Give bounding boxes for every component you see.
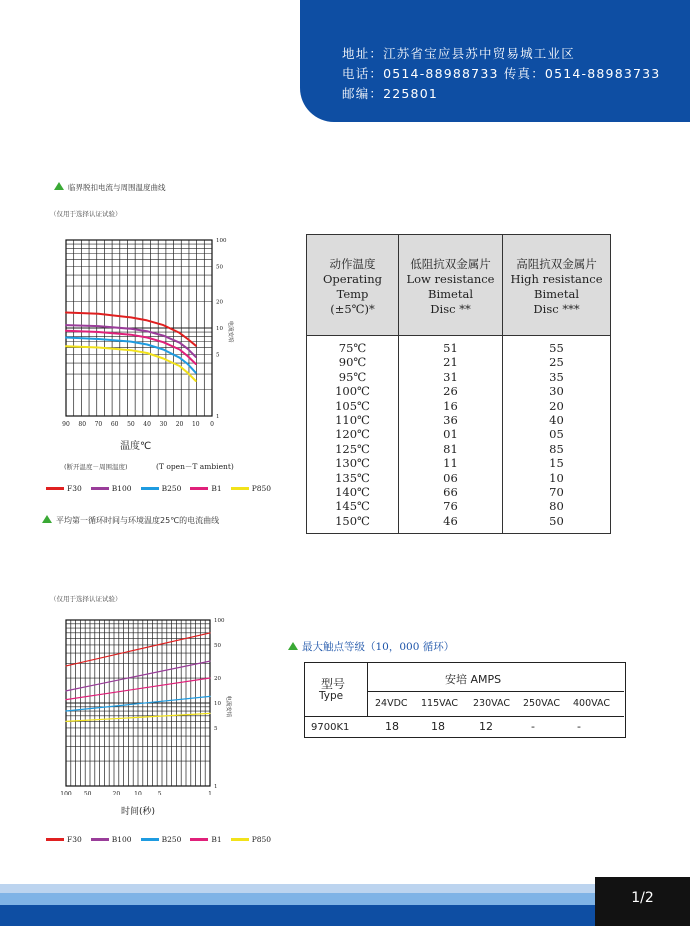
temp-cell: 120℃ bbox=[335, 427, 370, 442]
temp-cell: 135℃ bbox=[335, 470, 370, 485]
x-tick-label: 1 bbox=[208, 791, 212, 795]
legend-swatch bbox=[190, 487, 208, 490]
high-resistance-cell: 50 bbox=[549, 513, 564, 528]
rating-value: 18 bbox=[431, 720, 445, 733]
footer-band bbox=[0, 905, 690, 926]
x-tick-label: 10 bbox=[134, 791, 142, 795]
legend-label: P850 bbox=[251, 484, 272, 493]
y-tick-label: 1 bbox=[216, 414, 220, 420]
x-tick-label: 0 bbox=[210, 421, 214, 428]
temp-cell: 100℃ bbox=[335, 384, 370, 399]
low-resistance-cell: 06 bbox=[443, 470, 458, 485]
high-resistance-cell: 70 bbox=[549, 484, 564, 499]
temp-values bbox=[307, 341, 398, 528]
amps-label: 安培 AMPS bbox=[445, 673, 502, 686]
right-axis-label: 电流安培 bbox=[225, 695, 231, 718]
temperature-table bbox=[306, 234, 611, 534]
postcode-text: 邮编：225801 bbox=[342, 86, 439, 101]
legend-item bbox=[141, 835, 182, 844]
high-resistance-cell: 35 bbox=[549, 369, 564, 384]
legend-swatch bbox=[141, 487, 159, 490]
y-tick-label: 1 bbox=[214, 784, 218, 790]
y-tick-label: 50 bbox=[216, 264, 223, 271]
contact-table-title: 最大触点等级（10，000 循环） bbox=[288, 639, 454, 654]
legend-swatch bbox=[46, 838, 64, 841]
legend-label: B100 bbox=[111, 835, 132, 844]
legend-item bbox=[231, 484, 271, 493]
x-tick-label: 100 bbox=[60, 791, 72, 795]
temp-cell: 150℃ bbox=[335, 513, 370, 528]
footer-band bbox=[0, 893, 690, 905]
voltage-header: 400VAC bbox=[573, 698, 610, 709]
temp-column bbox=[307, 235, 398, 533]
low-resistance-cell: 26 bbox=[443, 384, 458, 399]
y-tick-label: 50 bbox=[214, 642, 221, 649]
column-divider bbox=[367, 663, 368, 716]
chart2-note: （仅用于选择认证试验） bbox=[50, 595, 122, 603]
chart1-heading bbox=[54, 182, 166, 193]
legend-swatch bbox=[231, 487, 249, 490]
triangle-icon bbox=[288, 642, 298, 650]
low-resistance-cell: 76 bbox=[443, 499, 458, 514]
low-resistance-header: 低阻抗双金属片 Low resistance Bimetal Disc ** bbox=[406, 257, 495, 316]
low-resistance-cell: 31 bbox=[443, 369, 458, 384]
high-resistance-cell: 05 bbox=[549, 427, 564, 442]
rating-value: - bbox=[577, 720, 581, 733]
legend-label: B250 bbox=[161, 835, 182, 844]
y-tick-label: 5 bbox=[214, 725, 218, 732]
right-axis-label: 电流安培 bbox=[227, 320, 233, 343]
chart1-sublabel-en: (T open－T ambient) bbox=[156, 462, 234, 471]
x-tick-label: 90 bbox=[62, 421, 70, 428]
chart2-legend bbox=[46, 835, 280, 844]
y-tick-label: 10 bbox=[214, 701, 221, 707]
legend-label: F30 bbox=[67, 484, 82, 493]
low-resistance-cell: 11 bbox=[443, 456, 458, 471]
low-resistance-cell: 01 bbox=[443, 427, 458, 442]
voltage-header: 250VAC bbox=[523, 698, 560, 709]
x-tick-label: 50 bbox=[127, 421, 135, 428]
high-resistance-cell: 10 bbox=[549, 470, 564, 485]
high-resistance-cell: 85 bbox=[549, 441, 564, 456]
header-banner bbox=[300, 0, 690, 122]
high-resistance-cell: 40 bbox=[549, 412, 564, 427]
x-tick-label: 5 bbox=[157, 791, 162, 795]
legend-swatch bbox=[91, 487, 109, 490]
high-resistance-column bbox=[503, 235, 610, 533]
low-resistance-cell: 66 bbox=[443, 484, 458, 499]
y-tick-label: 100 bbox=[214, 618, 225, 624]
rating-value: 18 bbox=[385, 720, 399, 733]
chart2-title: 平均第一循环时间与环境温度25℃的电流曲线 bbox=[56, 516, 220, 525]
legend-item bbox=[91, 835, 132, 844]
contact-rating-table bbox=[304, 662, 626, 738]
x-tick-label: 70 bbox=[94, 421, 103, 428]
model-cell: 9700K1 bbox=[311, 722, 350, 733]
voltage-header: 24VDC bbox=[375, 698, 408, 709]
high-resistance-cell: 30 bbox=[549, 384, 564, 399]
legend-label: F30 bbox=[67, 835, 82, 844]
legend-label: B100 bbox=[111, 484, 132, 493]
low-resistance-cell: 16 bbox=[443, 398, 458, 413]
x-tick-label: 50 bbox=[83, 791, 92, 795]
x-tick-label: 20 bbox=[175, 421, 184, 428]
high-resistance-cell: 55 bbox=[549, 341, 564, 355]
legend-swatch bbox=[46, 487, 64, 490]
legend-item bbox=[46, 484, 82, 493]
chart1-xlabel: 温度℃ bbox=[120, 441, 152, 452]
legend-label: B1 bbox=[211, 484, 222, 493]
legend-swatch bbox=[190, 838, 208, 841]
temp-cell: 140℃ bbox=[335, 484, 370, 499]
x-tick-label: 20 bbox=[112, 791, 121, 795]
voltage-header: 115VAC bbox=[421, 698, 458, 709]
y-tick-label: 10 bbox=[216, 326, 223, 332]
chart2-xlabel: 时间(秒) bbox=[121, 807, 156, 817]
legend-label: P850 bbox=[251, 835, 272, 844]
low-resistance-cell: 46 bbox=[443, 513, 458, 528]
high-resistance-cell: 15 bbox=[549, 456, 564, 471]
low-resistance-cell: 21 bbox=[443, 355, 458, 370]
legend-label: B1 bbox=[211, 835, 222, 844]
y-tick-label: 5 bbox=[216, 352, 220, 359]
temp-cell: 130℃ bbox=[335, 456, 370, 471]
legend-item bbox=[231, 835, 271, 844]
row-divider bbox=[305, 716, 624, 717]
type-label-en: Type bbox=[319, 690, 344, 702]
low-resistance-cell: 51 bbox=[443, 341, 458, 355]
temp-cell: 105℃ bbox=[335, 398, 370, 413]
legend-swatch bbox=[141, 838, 159, 841]
temp-header: 动作温度 Operating Temp (±5℃)* bbox=[322, 257, 383, 316]
temp-cell: 75℃ bbox=[338, 341, 367, 355]
low-resistance-column bbox=[399, 235, 502, 533]
high-resistance-cell: 80 bbox=[549, 499, 564, 514]
triangle-icon bbox=[54, 182, 64, 190]
chart1-note: （仅用于选择认证试验） bbox=[50, 210, 122, 218]
temp-cell: 110℃ bbox=[335, 412, 370, 427]
legend-item bbox=[190, 484, 221, 493]
legend-swatch bbox=[91, 838, 109, 841]
x-tick-label: 60 bbox=[110, 421, 119, 428]
y-tick-label: 20 bbox=[216, 299, 223, 306]
phone-fax-text: 电话：0514-88988733 传真：0514-88983733 bbox=[342, 66, 661, 81]
low-resistance-values bbox=[399, 341, 502, 528]
x-tick-label: 80 bbox=[78, 421, 87, 428]
chart1-plot bbox=[50, 232, 250, 432]
low-resistance-cell: 36 bbox=[443, 412, 458, 427]
y-tick-label: 20 bbox=[214, 676, 221, 683]
legend-item bbox=[141, 484, 182, 493]
temp-cell: 125℃ bbox=[335, 441, 370, 456]
legend-swatch bbox=[231, 838, 249, 841]
address-text: 地址：江苏省宝应县苏中贸易城工业区 bbox=[342, 46, 575, 61]
legend-label: B250 bbox=[161, 484, 182, 493]
x-tick-label: 30 bbox=[159, 421, 168, 428]
chart2-plot bbox=[50, 615, 250, 795]
temp-cell: 95℃ bbox=[338, 369, 367, 384]
legend-item bbox=[46, 835, 82, 844]
voltage-header: 230VAC bbox=[473, 698, 510, 709]
chart2-heading bbox=[42, 515, 219, 526]
chart1-legend bbox=[46, 484, 280, 493]
rating-value: - bbox=[531, 720, 535, 733]
high-resistance-cell: 20 bbox=[549, 398, 564, 413]
rating-value: 12 bbox=[479, 720, 493, 733]
y-tick-label: 100 bbox=[216, 238, 227, 244]
x-tick-label: 40 bbox=[143, 421, 151, 428]
high-resistance-cell: 25 bbox=[549, 355, 564, 370]
page-number: 1/2 bbox=[595, 877, 690, 926]
legend-item bbox=[91, 484, 132, 493]
triangle-icon bbox=[42, 515, 52, 523]
temp-cell: 145℃ bbox=[335, 499, 370, 514]
high-resistance-header: 高阻抗双金属片 High resistance Bimetal Disc *** bbox=[510, 257, 603, 316]
high-resistance-values bbox=[503, 341, 610, 528]
chart1-title: 临界脱扣电流与周围温度曲线 bbox=[68, 183, 166, 192]
row-divider bbox=[367, 691, 624, 692]
temp-cell: 90℃ bbox=[338, 355, 367, 370]
low-resistance-cell: 81 bbox=[443, 441, 458, 456]
chart1-sublabel-cn: (断开温度－周围温度) bbox=[64, 463, 128, 471]
legend-item bbox=[190, 835, 221, 844]
type-label-cn: 型号 bbox=[321, 677, 346, 691]
x-tick-label: 10 bbox=[191, 421, 200, 428]
